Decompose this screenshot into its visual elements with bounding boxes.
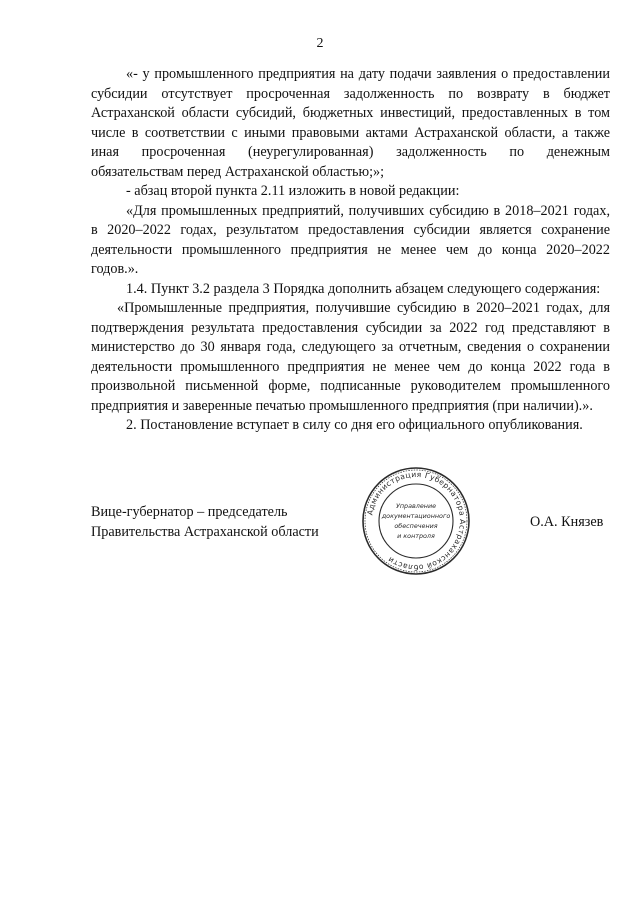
document-body [91, 65, 610, 436]
paragraph-entry-into-force: 2. Постановление вступает в силу со дня его официального опубликования. [126, 417, 583, 433]
paragraph-item-1-4: 1.4. Пункт 3.2 раздела 3 Порядка дополнить абзацем следующего содержания: [126, 280, 601, 297]
signatory-position [91, 503, 319, 542]
paragraph-reporting-requirement: «Промышленные предприятия, получившие субсидию в 2020–2021 годах, для подтверждения результата предоставления субсидии за 2022 год представляют в министерство до 30 января года, следующего за отчетным, сведения о сохранении деятельности промышленного предприятия не менее чем до конца 2022 года в произвольной письменной форме, подписанные руководителем промышленного предприятия и заверенные печатью промышленного предприятия (при наличии).». [91, 300, 610, 414]
paragraph-subsidy-result: «Для промышленных предприятий, получивших субсидию в 2018–2021 годах, в 2020–2022 годах, результатом предоставления субсидии является сохранение деятельности промышленного предприятия не менее чем до конца 2020–2022 годов.». [91, 202, 610, 277]
stamp-center-line-4: и контроля [397, 532, 435, 540]
official-stamp [360, 465, 472, 577]
stamp-center-line-1: Управление [395, 502, 437, 510]
paragraph-debt-condition: «- у промышленного предприятия на дату подачи заявления о предоставлении субсидии отсутствует просроченная задолженность по возврату в бюджет Астраханской области субсидий, бюджетных инвестиций, предоставленных в том числе в соответствии с иными правовыми актами Астраханской области, а также иная просроченная (неурегулированная) задолженность по денежным обязательствам перед Астраханской областью;»; [91, 66, 610, 180]
signatory-position-line-2: Правительства Астраханской области [91, 523, 319, 540]
signatory-position-line-1: Вице-губернатор – председатель [91, 504, 288, 520]
stamp-center-line-3: обеспечения [394, 522, 438, 530]
svg-text:Администрация Губернатора Астр [365, 470, 467, 572]
paragraph-amend-instruction: - абзац второй пункта 2.11 изложить в новой редакции: [126, 183, 460, 199]
stamp-ring-text: Администрация Губернатора Астраханской области [365, 469, 468, 573]
stamp-center-line-2: документационного [381, 512, 451, 520]
signatory-name: О.А. Князев [530, 514, 604, 530]
page-number: 2 [316, 36, 324, 51]
